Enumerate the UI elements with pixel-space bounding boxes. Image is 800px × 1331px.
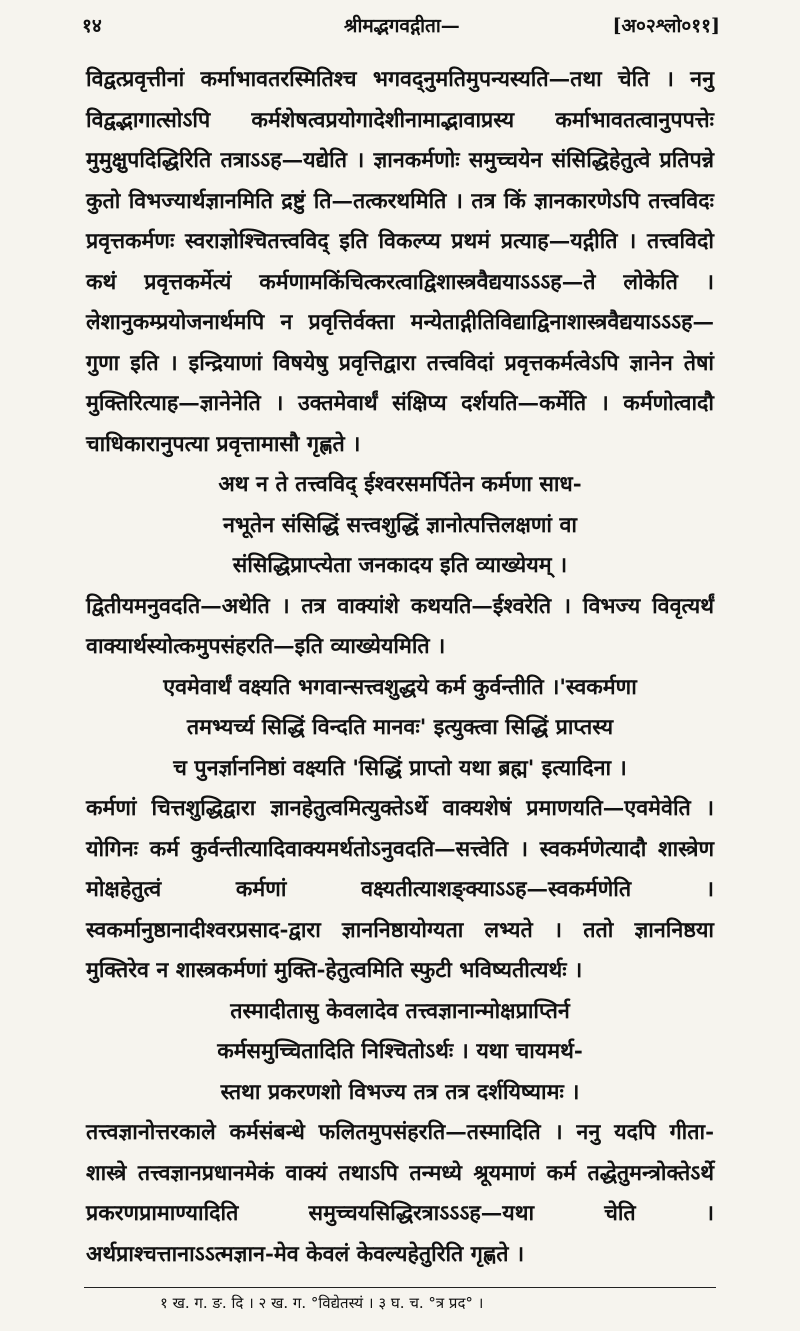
footnotes: १ ख. ग. ङ. दि । २ ख. ग. °विद्येतस्यं । ३ घ. च. °त्र प्रद° । (160, 1294, 484, 1312)
bhashya-line: कर्मसमुच्चितादिति निश्चितोऽर्थः । यथा चायमर्थ- (217, 1039, 583, 1064)
running-title: श्रीमद्भगवद्गीता— (344, 15, 460, 37)
bhashya-line: संसिद्धिप्राप्त्येता जनकादय इति व्याख्येयम् । (232, 553, 568, 578)
commentary-paragraph: द्वितीयमनुवदति—अथेति । तत्र वाक्यांशे कथयति—ईश्वरेति । विभज्य विवृत्यर्थं वाक्यार्थस्योत्कमुपसंहरति—इति व्याख्येयमिति । (86, 593, 714, 659)
commentary-paragraph: तत्त्वज्ञानोत्तरकाले कर्मसंबन्धे फलितमुपसंहरति—तस्मादिति । ननु यदपि गीता-शास्त्रे तत्त्वज्ञानप्रधानमेकं वाक्यं तथाऽपि तन्मध्ये श्रूयमाणं कर्म तद्धेतुमन्त्रोक्तेऽर्थे प्रकरणप्रामाण्यादिति समुच्चयसिद्धिरत्राऽऽऽह—यथा चेति । अर्थप्राश्चत्तानाऽऽत्मज्ञान-मेव केवलं केवल्यहेतुरिति गृह्णते । (86, 1120, 714, 1267)
commentary-paragraph: कर्मणां चित्तशुद्धिद्वारा ज्ञानहेतुत्वमित्युक्तेऽर्थे वाक्यशेषं प्रमाणयति—एवमेवेति । योगिनः कर्म कुर्वन्तीत्यादिवाक्यमर्थतोऽनुवदति—सत्त्वेति । स्वकर्मणेत्यादौ शास्त्रेण मोक्षहेतुत्वं कर्मणां वक्ष्यतीत्याशङ्क्याऽऽह—स्वकर्मणेति । स्वकर्मानुष्ठानादीश्वरप्रसाद-द्वारा ज्ञाननिष्ठायोग्यता लभ्यते । ततो ज्ञाननिष्ठया मुक्तिरेव न शास्त्रकर्मणां मुक्ति-हेतुत्वमिति स्फुटी भविष्यतीत्यर्थः । (86, 796, 714, 983)
bhashya-line: अथ न ते तत्त्वविद् ईश्वरसमर्पितेन कर्मणा साध- (218, 472, 582, 497)
page-number: १४ (82, 15, 102, 37)
commentary-paragraph: विद्वत्प्रवृत्तीनां कर्माभावतरस्मितिश्च भगवद्नुमतिमुपन्यस्यति—तथा चेति । ननु विद्वद्भागात्सोऽपि कर्मशेषत्वप्रयोगादेशीनामाद्भावाप्रस्य कर्माभावतत्वानुपपत्तेः मुमुक्षुपदिद्धिरिति तत्राऽऽह—यद्येति । ज्ञानकर्मणोः समुच्चयेन संसिद्धिहेतुत्वे प्रतिपन्ने कुतो विभज्यार्थज्ञानमिति द्रष्टुं ति—तत्करथमिति । तत्र किं ज्ञानकारणेऽपि तत्त्वविदः प्रवृत्तकर्मणः स्वराज्ञोश्चितत्त्वविद् इति विकल्प्य प्रथमं प्रत्याह—यद्गीति । तत्त्वविदो कथं प्रवृत्तकर्मेत्यं कर्मणामकिंचित्करत्वाद्विशास्त्रवैद्ययाऽऽऽह—ते लोकेति । लेशानुकम्प्रयोजनार्थमपि न प्रवृत्तिर्वक्ता मन्येताद्गीतिविद्याद्विनाशास्त्रवैद्ययाऽऽऽह—गुणा इति । इन्द्रियाणां विषयेषु प्रवृत्तिद्वारा तत्त्वविदां प्रवृत्तकर्मत्वेऽपि ज्ञानेन तेषां मुक्तिरित्याह—ज्ञानेनेति । उक्तमेवार्थं संक्षिप्य दर्शयति—कर्मेति । कर्मणोत्वादौ चाधिकारानुपत्या प्रवृत्तामासौ गृह्णते । (86, 67, 714, 457)
bhashya-line: तस्मादीतासु केवलादेव तत्त्वज्ञानान्मोक्षप्राप्तिर्न (230, 998, 570, 1024)
chapter-verse-ref: [अ०२श्लो०११] (612, 15, 720, 37)
footnote-divider (84, 1287, 716, 1288)
bhashya-line: तमभ्यर्च्य सिद्धिं विन्दति मानवः' इत्युक्त्वा सिद्धिं प्राप्तस्य (186, 715, 614, 740)
bhashya-line: नभूतेन संसिद्धिं सत्त्वशुद्धिं ज्ञानोत्पत्तिलक्षणां वा (223, 512, 577, 538)
bhashya-line: च पुनर्ज्ञाननिष्ठां वक्ष्यति 'सिद्धिं प्राप्तो यथा ब्रह्म' इत्यादिना । (173, 755, 627, 781)
bhashya-line: एवमेवार्थं वक्ष्यति भगवान्सत्त्वशुद्धये कर्म कुर्वन्तीति ।'स्वकर्मणा (163, 674, 637, 700)
page-header (82, 12, 720, 48)
page-body (86, 60, 714, 1275)
bhashya-line: स्तथा प्रकरणशो विभज्य तत्र तत्र दर्शयिष्यामः । (220, 1079, 580, 1105)
